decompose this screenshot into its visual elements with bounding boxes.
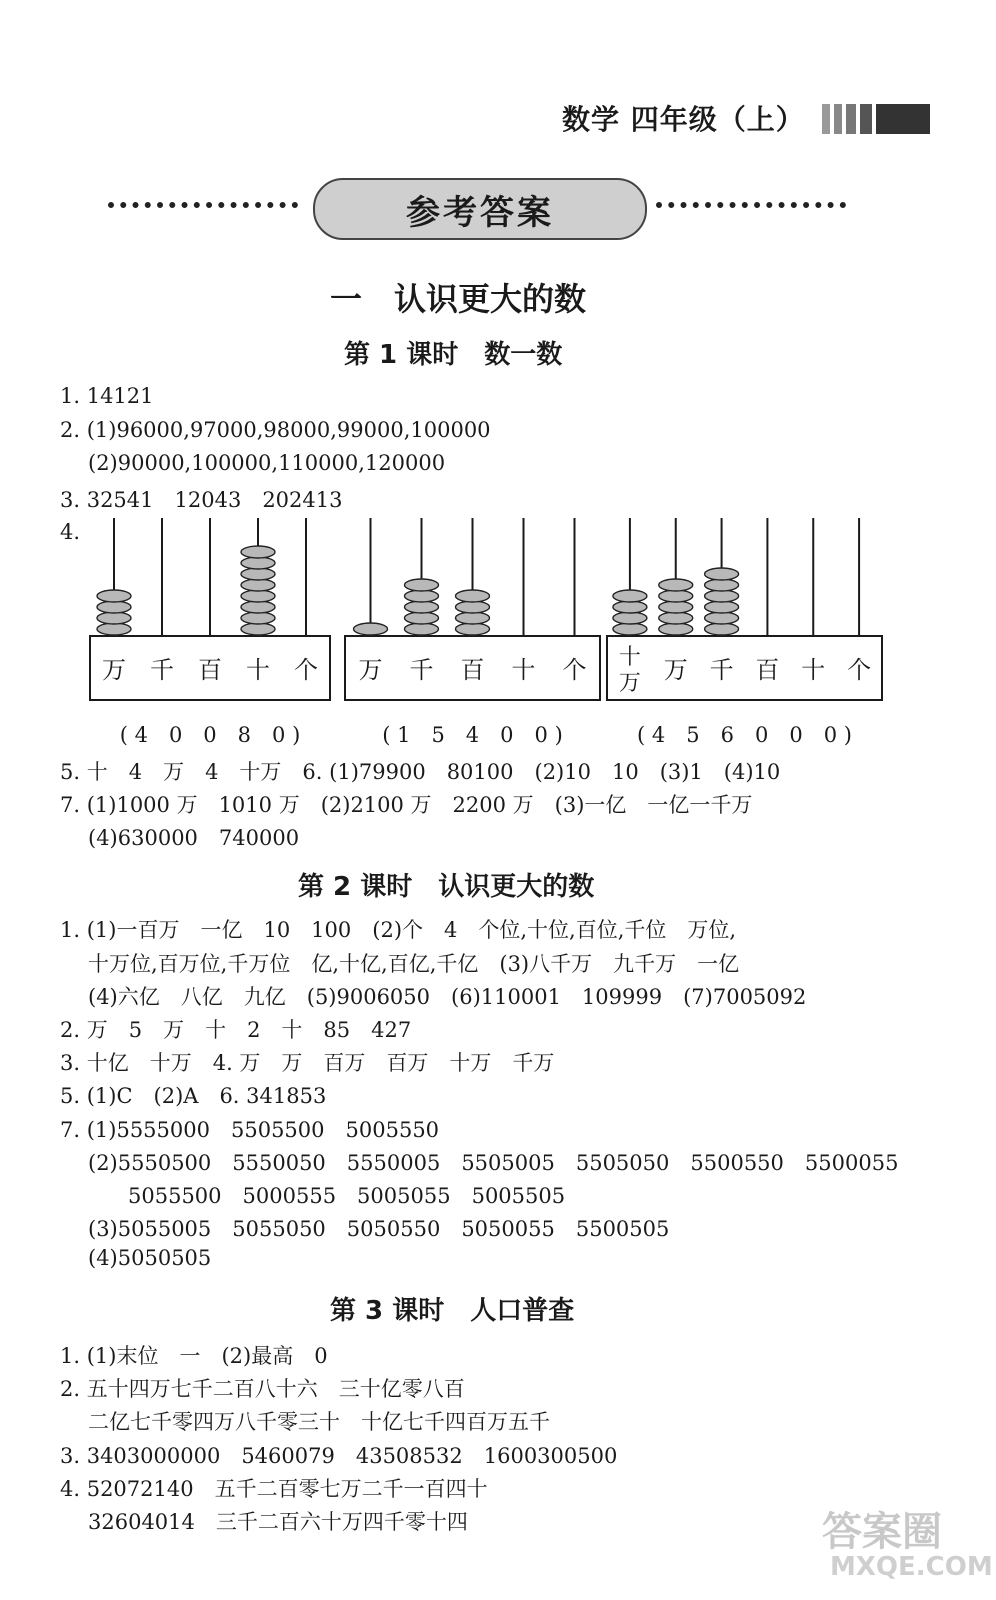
abacus-bead (241, 546, 275, 558)
abacus-place-label: 百 (755, 656, 780, 684)
watermark-logo: 答案圈 (822, 1509, 942, 1555)
answer-line: (2)5550500 5550050 5550005 5505005 5505050 5500550 5500055 (88, 1151, 899, 1175)
abacus-place-label: 万 (618, 671, 641, 696)
abacus-bead (705, 623, 739, 635)
abacus-bead (456, 601, 490, 613)
answer-line: 3. 十亿 十万 4. 万 万 百万 百万 十万 千万 (60, 1051, 555, 1075)
abacus-bead (97, 623, 131, 635)
abacus-bead (705, 579, 739, 591)
abacus-bead (456, 623, 490, 635)
abacus-bead (405, 623, 439, 635)
answer-line: (4)5050505 (88, 1246, 212, 1270)
answer-line: 7. (1)5555000 5505500 5005550 (60, 1118, 440, 1142)
abacus-place-label: 万 (102, 656, 126, 684)
abacus-bead (659, 612, 693, 624)
abacus-bead (705, 590, 739, 602)
answer-line: (3)5055005 5055050 5050550 5050055 5500505 (88, 1217, 670, 1241)
lesson-title: 第 1 课时 数一数 (344, 340, 563, 370)
abacus-bead (705, 612, 739, 624)
answer-line: (4)六亿 八亿 九亿 (5)9006050 (6)110001 109999 (7)7005092 (88, 985, 807, 1009)
abacus-reading: ( 4 0 0 8 0 ) (119, 723, 301, 747)
watermark-url: MXQE.COM (830, 1552, 993, 1582)
abacus-bead (405, 612, 439, 624)
answer-line: 5. 十 4 万 4 十万 6. (1)79900 80100 (2)10 10 (3)1 (4)10 (60, 760, 781, 784)
abacus-place-label: 百 (460, 656, 485, 684)
abacus-bead (659, 579, 693, 591)
abacus-bead (97, 612, 131, 624)
abacus (345, 518, 600, 747)
answer-line: 3. 32541 12043 202413 (60, 488, 343, 512)
answer-line: 4. (60, 520, 81, 544)
answer-line: 3. 3403000000 5460079 43508532 1600300500 (60, 1444, 618, 1468)
abacus-place-label: 十 (801, 656, 826, 684)
abacus-bead (241, 601, 275, 613)
abacus-place-label: 千 (409, 656, 434, 684)
abacus-bead (241, 557, 275, 569)
answer-banner (108, 178, 848, 238)
abacus-bead (456, 612, 490, 624)
answer-line: 2. (1)96000,97000,98000,99000,100000 (60, 418, 491, 442)
abacus-place-label: 万 (358, 656, 383, 684)
abacus-bead (354, 623, 388, 635)
abacus-bead (456, 590, 490, 602)
abacus-bead (241, 590, 275, 602)
answer-line: 1. (1)末位 一 (2)最高 0 (60, 1344, 328, 1368)
answer-line: 5055500 5000555 5005055 5005505 (128, 1184, 566, 1208)
banner-dots-right (656, 202, 846, 208)
abacus-bead (613, 601, 647, 613)
abacus-place-label: 个 (294, 656, 318, 684)
answer-line: 32604014 三千二百六十万四千零十四 (88, 1510, 468, 1534)
banner-dots-left (108, 202, 298, 208)
abacus-bead (241, 623, 275, 635)
answer-line: 2. 五十四万七千二百八十六 三十亿零八百 (60, 1377, 465, 1401)
abacus-bead (705, 601, 739, 613)
abacus-reading: ( 1 5 4 0 0 ) (382, 723, 563, 747)
answer-line: 1. 14121 (60, 384, 154, 408)
abacus-place-label: 个 (847, 656, 872, 684)
abacus-place-label: 十 (246, 656, 270, 684)
abacus-place-label: 十 (511, 656, 536, 684)
lesson-title: 第 3 课时 人口普查 (330, 1296, 575, 1326)
answer-line: 7. (1)1000 万 1010 万 (2)2100 万 2200 万 (3)一亿 一亿一千万 (60, 793, 753, 817)
chapter-title: 一 认识更大的数 (330, 280, 587, 318)
abacus-bead (97, 601, 131, 613)
page-header: 数学 四年级（上） (562, 103, 805, 136)
abacus (607, 518, 882, 747)
abacus-bead (405, 590, 439, 602)
answer-line: 5. (1)C (2)A 6. 341853 (60, 1084, 327, 1108)
abacus-bead (613, 590, 647, 602)
abacus-place-label: 百 (198, 656, 222, 684)
abacus-figures (0, 510, 996, 750)
answer-line: 4. 52072140 五千二百零七万二千一百四十 (60, 1477, 488, 1501)
answer-line: 二亿七千零四万八千零三十 十亿七千四百万五千 (88, 1410, 550, 1434)
answer-line: (2)90000,100000,110000,120000 (88, 451, 446, 475)
abacus-bead (613, 623, 647, 635)
answer-line: (4)630000 740000 (88, 826, 300, 850)
lesson-title: 第 2 课时 认识更大的数 (298, 872, 595, 902)
abacus-bead (241, 568, 275, 580)
abacus-bead (241, 612, 275, 624)
abacus-place-label: 万 (663, 656, 688, 684)
abacus-place-label: 千 (709, 656, 734, 684)
abacus (90, 518, 330, 747)
abacus-bead (613, 612, 647, 624)
abacus-bead (241, 579, 275, 591)
answer-line: 十万位,百万位,千万位 亿,十亿,百亿,千亿 (3)八千万 九千万 一亿 (88, 952, 740, 976)
abacus-bead (659, 623, 693, 635)
abacus-bead (659, 601, 693, 613)
answer-line: 1. (1)一百万 一亿 10 100 (2)个 4 个位,十位,百位,千位 万位, (60, 918, 737, 942)
abacus-reading: ( 4 5 6 0 0 0 ) (637, 723, 852, 747)
abacus-bead (405, 601, 439, 613)
abacus-place-label: 十 (618, 645, 641, 670)
banner-title: 参考答案 (313, 178, 647, 240)
abacus-bead (97, 590, 131, 602)
header-decoration (822, 104, 930, 134)
abacus-bead (659, 590, 693, 602)
abacus-place-label: 个 (562, 656, 587, 684)
answer-line: 2. 万 5 万 十 2 十 85 427 (60, 1018, 412, 1042)
abacus-bead (405, 579, 439, 591)
abacus-frame (607, 636, 882, 700)
abacus-place-label: 千 (150, 656, 174, 684)
abacus-bead (705, 568, 739, 580)
